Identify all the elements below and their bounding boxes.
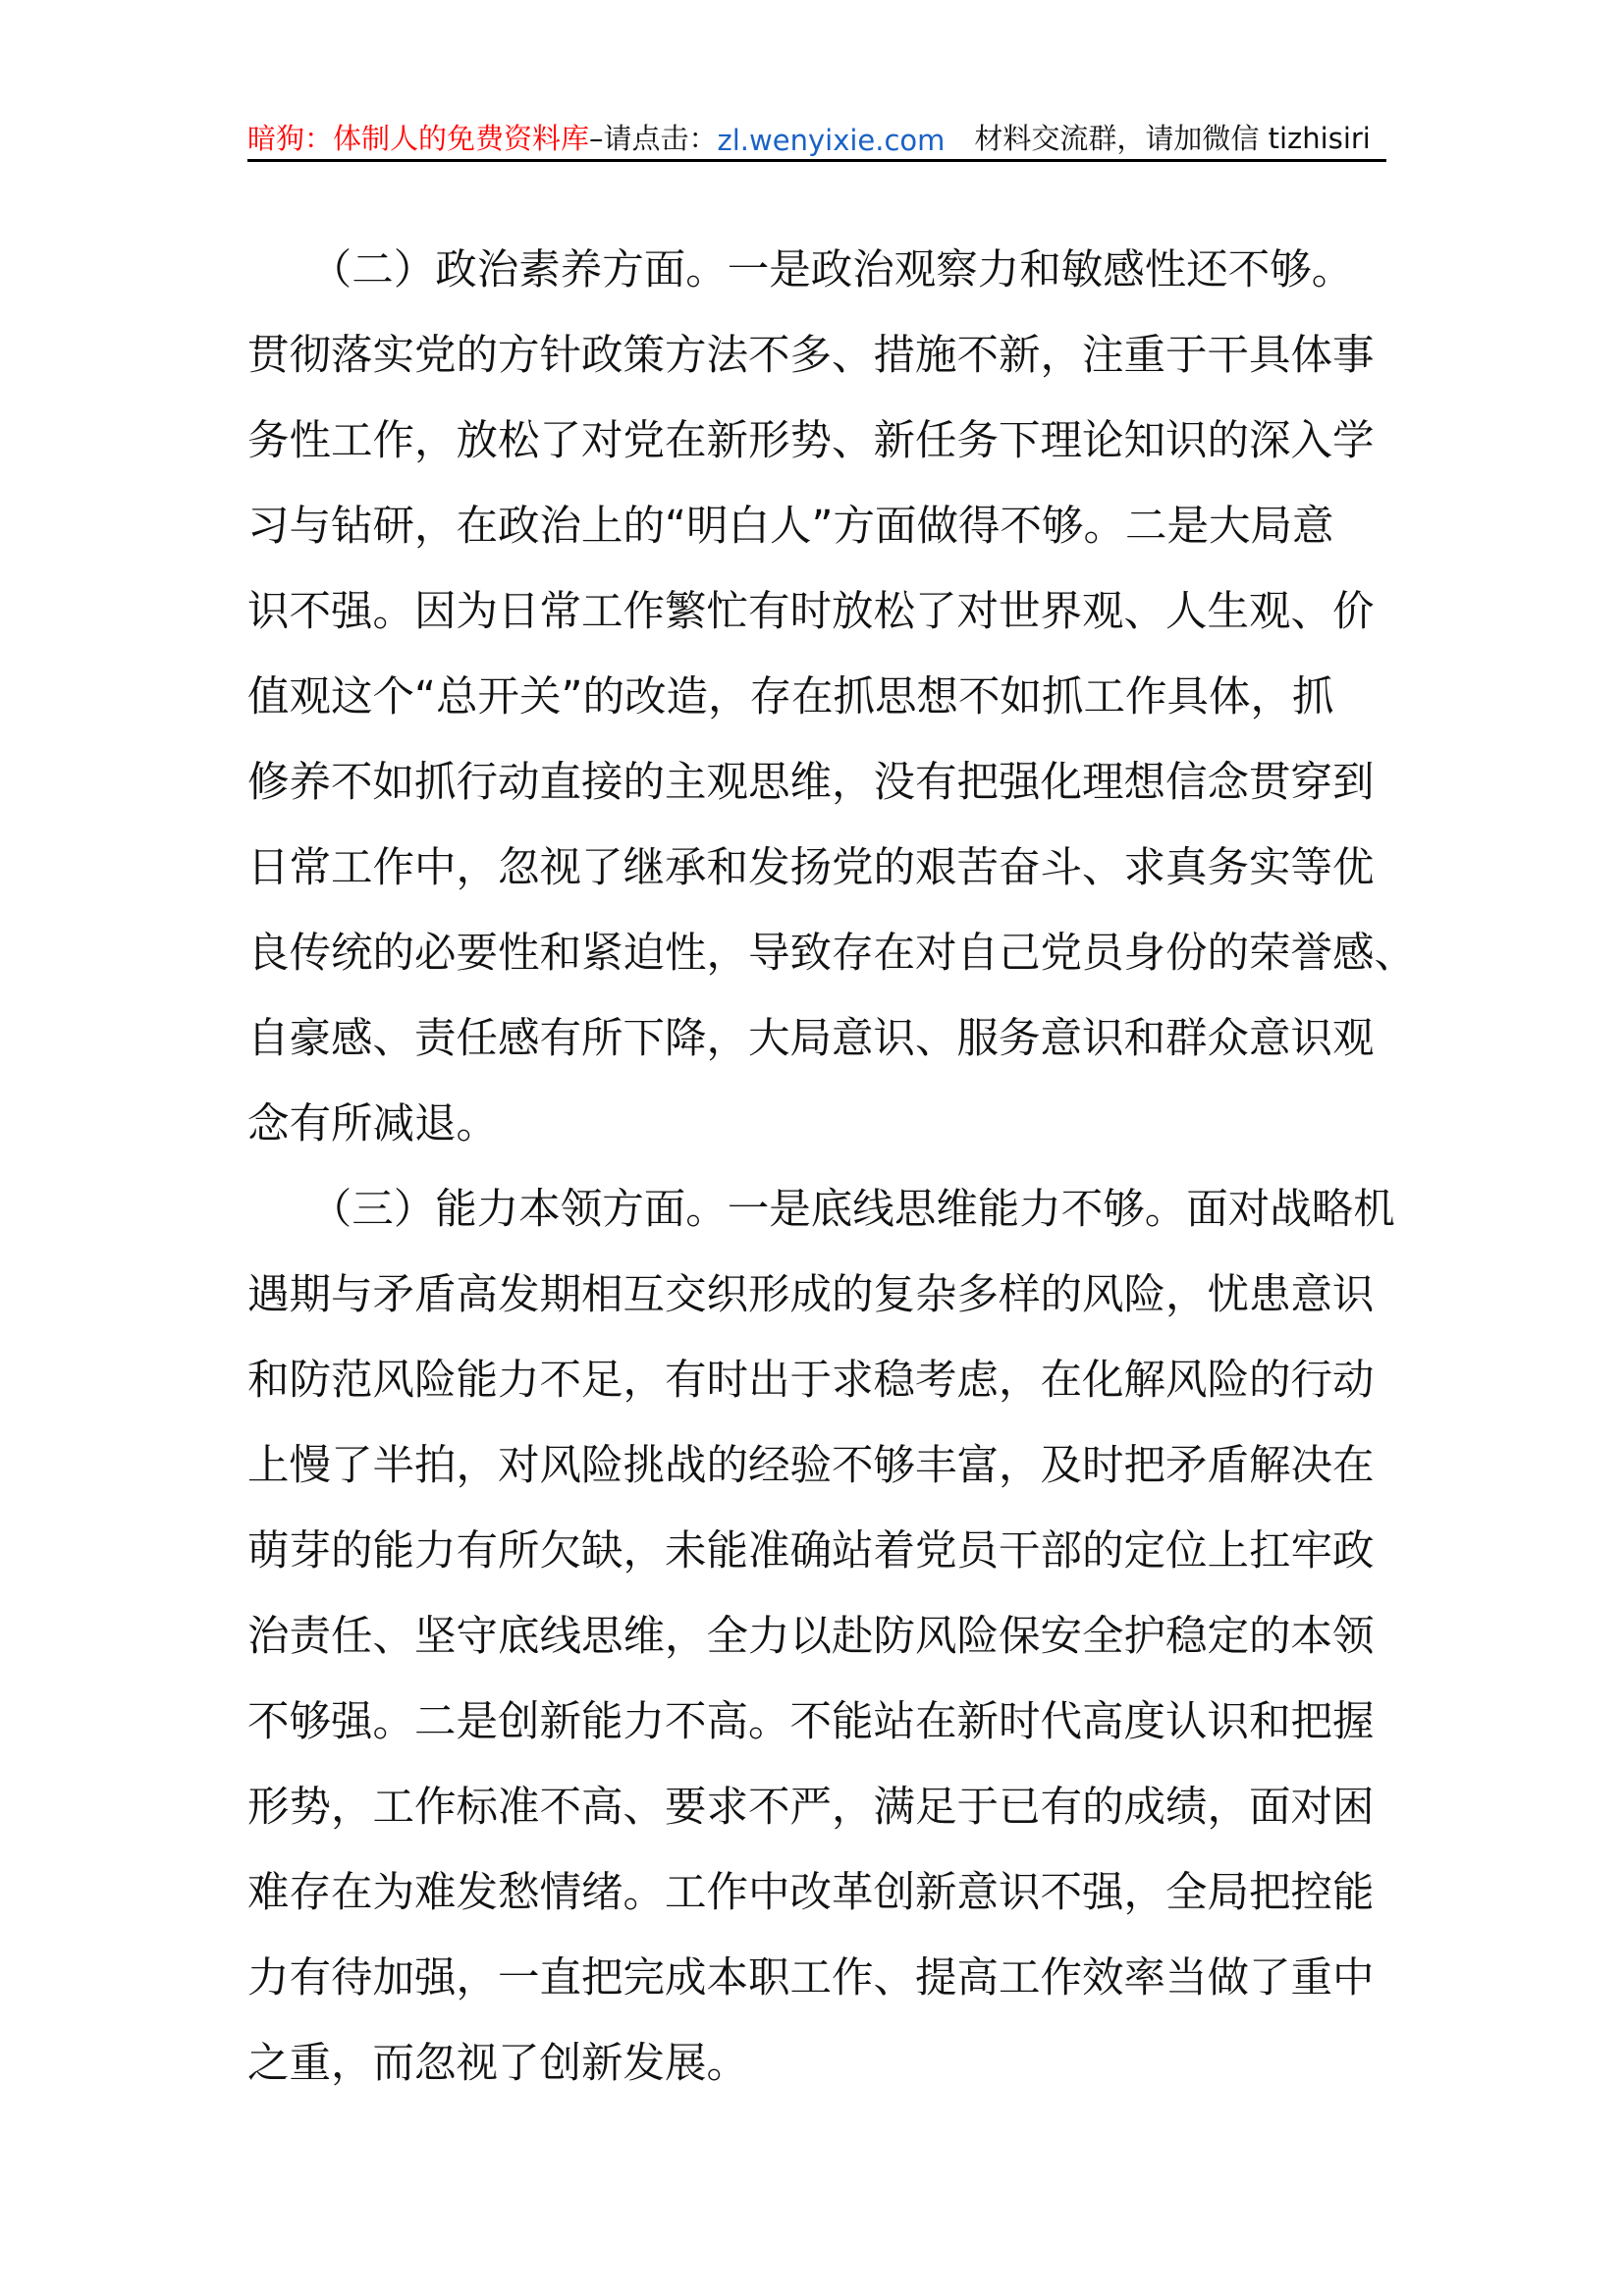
text-line: 值观这个“总开关”的改造，存在抓思想不如抓工作具体，抓 bbox=[247, 673, 1334, 721]
text-line: 上慢了半拍，对风险挑战的经验不够丰富，及时把矛盾解决在 bbox=[247, 1442, 1375, 1490]
text-line: 治责任、坚守底线思维，全力以赴防风险保安全护稳定的本领 bbox=[247, 1613, 1375, 1661]
ad-text: 暗狗：体制人的免费资料库 bbox=[247, 122, 590, 155]
website-link[interactable]: zl.wenyixie.com bbox=[717, 124, 946, 157]
text-line: 力有待加强，一直把完成本职工作、提高工作效率当做了重中 bbox=[247, 1954, 1375, 2002]
text-line: 良传统的必要性和紧迫性，导致存在对自己党员身份的荣誉感、 bbox=[247, 930, 1417, 978]
text-line: （三）能力本领方面。一是底线思维能力不够。面对战略机 bbox=[247, 1186, 1395, 1234]
text-line: 萌芽的能力有所欠缺，未能准确站着党员干部的定位上扛牢政 bbox=[247, 1527, 1375, 1575]
ad-prefix: –请点击： bbox=[589, 122, 718, 155]
text-line: 和防范风险能力不足，有时出于求稳考虑，在化解风险的行动 bbox=[247, 1357, 1375, 1405]
text-line: （二）政治素养方面。一是政治观察力和敏感性还不够。 bbox=[247, 246, 1354, 294]
text-line: 识不强。因为日常工作繁忙有时放松了对世界观、人生观、价 bbox=[247, 588, 1375, 636]
text-line: 日常工作中，忽视了继承和发扬党的艰苦奋斗、求真务实等优 bbox=[247, 844, 1375, 892]
text-line: 难存在为难发愁情绪。工作中改革创新意识不强，全局把控能 bbox=[247, 1869, 1375, 1917]
ad-suffix: 材料交流群，请加微信 tizhisiri bbox=[974, 122, 1371, 155]
document-body bbox=[247, 228, 1417, 2107]
text-line: 念有所减退。 bbox=[247, 1100, 499, 1148]
text-line: 贯彻落实党的方针政策方法不多、措施不新，注重于干具体事 bbox=[247, 332, 1375, 380]
text-line: 修养不如抓行动直接的主观思维，没有把强化理想信念贯穿到 bbox=[247, 759, 1375, 807]
text-line: 遇期与矛盾高发期相互交织形成的复杂多样的风险，忧患意识 bbox=[247, 1271, 1375, 1319]
text-line: 习与钻研，在政治上的“明白人”方面做得不够。二是大局意 bbox=[247, 503, 1334, 551]
text-line: 务性工作，放松了对党在新形势、新任务下理论知识的深入学 bbox=[247, 417, 1375, 465]
page-header-banner bbox=[247, 116, 1386, 162]
text-line: 形势，工作标准不高、要求不严，满足于已有的成绩，面对困 bbox=[247, 1784, 1375, 1832]
text-line: 之重，而忽视了创新发展。 bbox=[247, 2040, 749, 2088]
text-line: 自豪感、责任感有所下降，大局意识、服务意识和群众意识观 bbox=[247, 1015, 1375, 1063]
text-line: 不够强。二是创新能力不高。不能站在新时代高度认识和把握 bbox=[247, 1698, 1375, 1746]
